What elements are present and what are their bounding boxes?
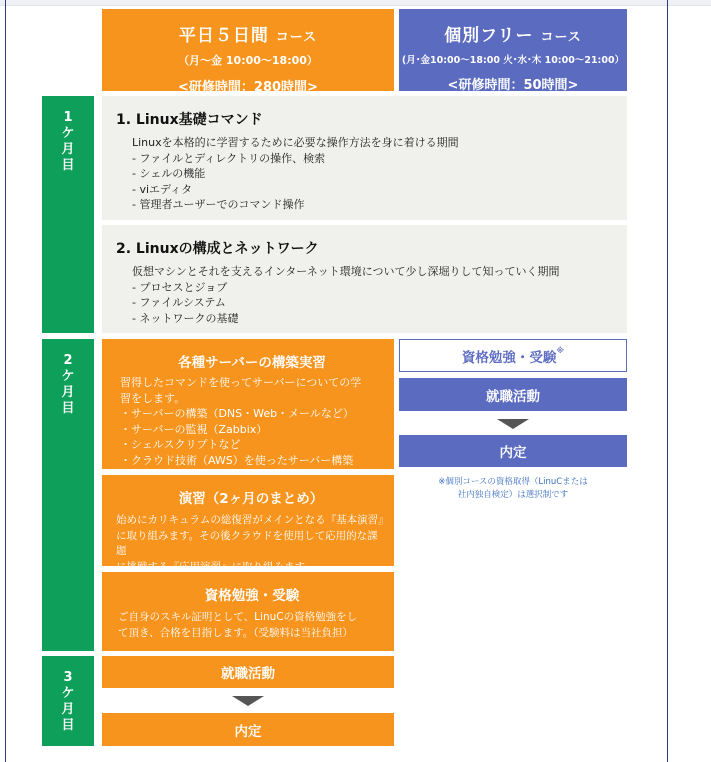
month-3-tsuki: 月 — [61, 702, 75, 717]
linux-basic-commands-section — [102, 96, 627, 220]
server-build-practice-title: 各種サーバーの構築実習 — [178, 355, 326, 371]
job-hunting-label: 就職活動 — [221, 666, 275, 682]
month-2-tsuki: 月 — [61, 385, 75, 400]
list-item: - 管理者ユーザーでのコマンド操作 — [132, 198, 305, 211]
free-course-note-line-2: 社内独自検定）は選択制です — [457, 490, 569, 500]
weekday-course-suffix: コース — [275, 30, 318, 45]
down-arrow-icon — [497, 419, 529, 429]
free-job-hunting-box — [399, 378, 627, 411]
free-course-header — [399, 9, 627, 91]
weekday-course-header — [102, 9, 394, 95]
month-2-ke: ケ — [61, 369, 75, 384]
month-1-marker — [42, 96, 94, 333]
weekday-course-title: 平日５日間 — [178, 26, 269, 46]
free-course-suffix: コース — [540, 30, 582, 45]
list-item: - プロセスとジョブ — [132, 280, 228, 294]
free-course-title: 個別フリー — [444, 26, 534, 46]
free-job-hunting-label: 就職活動 — [486, 388, 540, 405]
exercise-line-3: に挑戦する『応用演習』に取り組みます。 — [116, 560, 315, 573]
linux-basic-commands-body — [116, 135, 627, 213]
free-offer-label: 内定 — [499, 445, 527, 461]
month-2-number: 2 — [63, 353, 73, 368]
month-1-ke: ケ — [61, 126, 75, 141]
free-exam-mark: ※ — [556, 345, 565, 355]
list-item: - シェルの機能 — [132, 167, 206, 180]
exercise-title: 演習（2ヶ月のまとめ） — [178, 491, 324, 507]
certification-study-box — [102, 572, 394, 651]
weekday-course-hours: （月〜金 10:00〜18:00） — [178, 54, 318, 67]
list-item: ・サーバーの構築（DNS・Web・メールなど） — [120, 407, 354, 420]
job-offer-box — [102, 713, 394, 746]
month-2-marker — [42, 339, 94, 651]
exercise-body — [116, 513, 389, 575]
linux-basic-commands-lead: Linuxを本格的に学習するために必要な操作方法を身に着ける期間 — [132, 136, 459, 149]
free-course-hours: (月･金10:00〜18:00 火･水･木 10:00〜21:00） — [401, 55, 625, 66]
top-bar — [0, 0, 711, 6]
left-border — [5, 0, 6, 762]
month-3-number: 3 — [63, 670, 73, 685]
list-item: ・シェルスクリプトなど — [120, 438, 241, 451]
job-offer-label: 内定 — [234, 723, 262, 740]
free-course-note — [399, 476, 627, 502]
weekday-course-training: <研修時間：280時間> — [178, 80, 318, 95]
down-arrow-icon — [232, 696, 264, 706]
certification-study-body — [118, 610, 386, 641]
certification-study-title: 資格勉強・受験 — [204, 588, 300, 604]
server-build-practice-box — [102, 339, 394, 469]
exercise-line-1: 始めにカリキュラムの総復習がメインとなる『基本演習』 — [116, 514, 389, 526]
month-1-number: 1 — [63, 110, 73, 125]
month-2-me: 目 — [61, 401, 75, 416]
list-item: ・クラウド技術（AWS）を使ったサーバー構築 — [120, 453, 354, 467]
free-offer-box — [399, 435, 627, 467]
month-1-me: 目 — [61, 158, 75, 173]
free-course-training: <研修時間：50時間> — [447, 78, 579, 93]
linux-basic-commands-title: 1. Linux基礎コマンド — [116, 112, 263, 128]
free-exam-label: 資格勉強・受験 — [461, 349, 557, 366]
linux-network-body — [116, 264, 627, 326]
certification-study-line-1: ご自身のスキル証明として、LinuCの資格勉強をし — [118, 611, 358, 623]
list-item: - viエディタ — [132, 182, 193, 196]
month-3-me: 目 — [61, 718, 75, 733]
month-3-marker — [42, 656, 94, 746]
month-1-tsuki: 月 — [61, 142, 75, 157]
list-item: ・サーバーの監視（Zabbix） — [120, 422, 268, 436]
server-build-practice-lead-1: 習得したコマンドを使ってサーバーについての学 — [120, 376, 362, 389]
job-hunting-box — [102, 656, 394, 688]
list-item: - ファイルシステム — [132, 296, 226, 309]
exercise-line-2: に取り組みます。その後クラウドを使用して応用的な課題 — [116, 529, 378, 557]
server-build-practice-lead-2: 習をします。 — [120, 391, 186, 405]
free-course-note-line-1: ※個別コースの資格取得（LinuCまたは — [438, 477, 588, 487]
linux-network-title: 2. Linuxの構成とネットワーク — [116, 241, 319, 257]
certification-study-line-2: て頂き、合格を目指します。（受験料は当社負担） — [118, 626, 353, 639]
linux-network-section — [102, 225, 627, 333]
server-build-practice-body — [120, 375, 384, 468]
month-3-ke: ケ — [61, 686, 75, 701]
list-item: - ファイルとディレクトリの操作、検索 — [132, 151, 326, 165]
list-item: - ネットワークの基礎 — [132, 311, 239, 325]
linux-network-lead: 仮想マシンとそれを支えるインターネット環境について少し深堀りして知っていく期間 — [132, 265, 560, 278]
exercise-box — [102, 475, 394, 573]
free-exam-box — [399, 339, 627, 372]
right-border — [667, 0, 668, 762]
